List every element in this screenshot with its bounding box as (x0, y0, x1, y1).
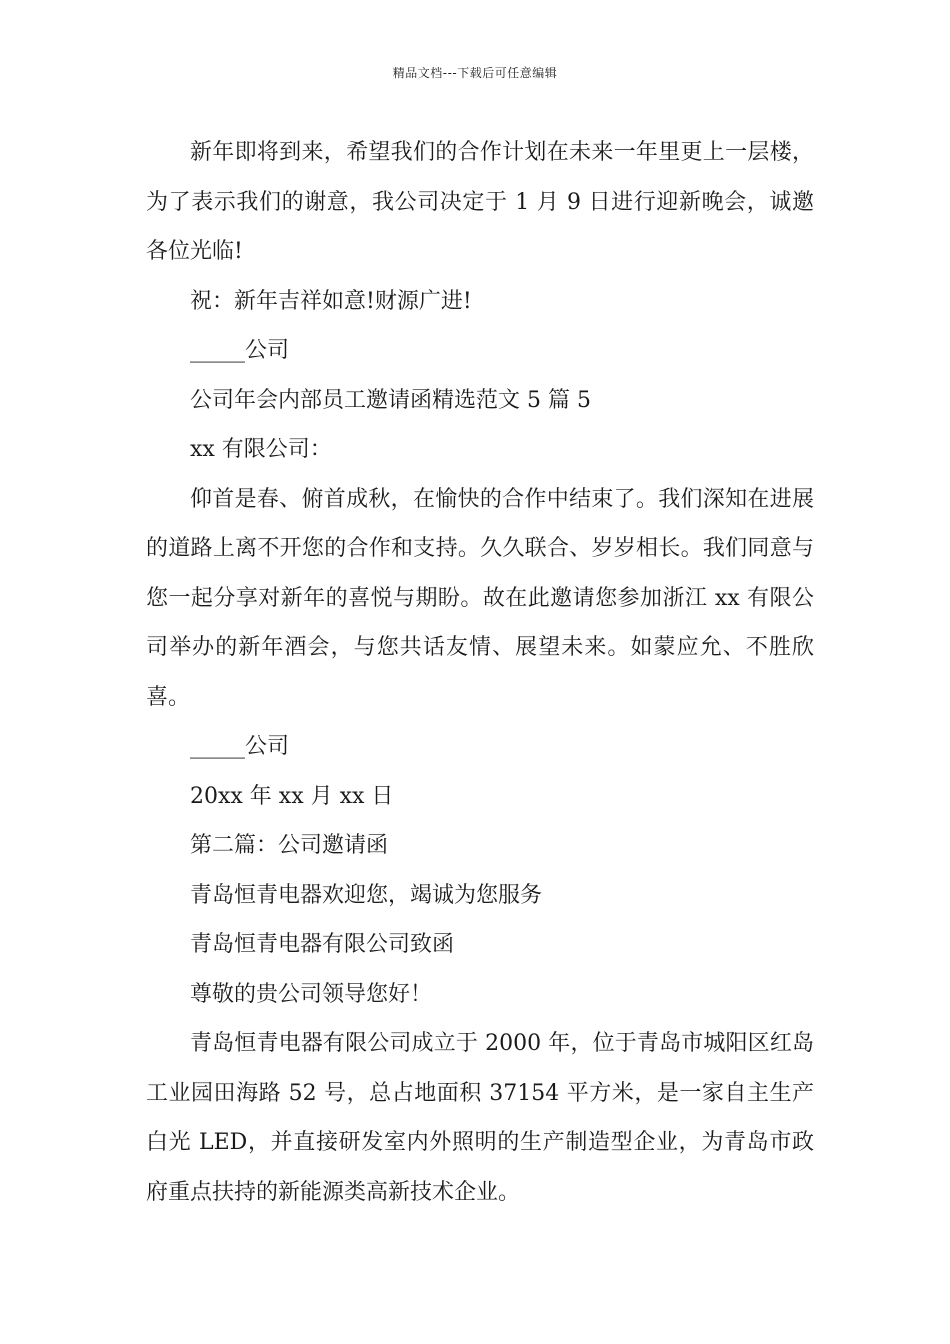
paragraph-chapter-title: 第二篇：公司邀请函 (190, 833, 389, 858)
paragraph-signature: _____公司 (190, 338, 290, 363)
paragraph-date: 20xx 年 xx 月 xx 日 (190, 783, 394, 809)
paragraph-letter-from: 青岛恒青电器有限公司致函 (190, 932, 455, 957)
paragraph-company-intro: 青岛恒青电器有限公司成立于 2000 年，位于青岛市城阳区红岛工业园田海路 52 号，总占地面积 37154 平方米，是一家自主生产白光 LED，并直接研发室内外照明的生产制造型企业，为青岛市政府重点扶持的新能源类高新技术企业。 (146, 1031, 814, 1205)
paragraph-greeting: 祝：新年吉祥如意!财源广进! (190, 288, 472, 314)
paragraph-new-year-invite: 新年即将到来，希望我们的合作计划在未来一年里更上一层楼，为了表示我们的谢意，我公司决定于 1 月 9 日进行迎新晚会，诚邀各位光临! (146, 140, 814, 264)
paragraph-body: 仰首是春、俯首成秋，在愉快的合作中结束了。我们深知在进展的道路上离不开您的合作和支持。久久联合、岁岁相长。我们同意与您一起分享对新年的喜悦与期盼。故在此邀请您参加浙江 xx 有限公司举办的新年酒会，与您共话友情、展望未来。如蒙应允、不胜欣喜。 (146, 486, 814, 710)
page-header: 精品文档---下载后可任意编辑 (392, 66, 558, 80)
paragraph-salutation: xx 有限公司： (190, 437, 332, 462)
paragraph-salutation: 尊敬的贵公司领导您好！ (190, 981, 433, 1007)
paragraph-welcome: 青岛恒青电器欢迎您，竭诚为您服务 (190, 882, 543, 908)
document-body (146, 128, 814, 1217)
paragraph-signature: _____公司 (190, 734, 290, 759)
paragraph-section-title: 公司年会内部员工邀请函精选范文 5 篇 5 (190, 387, 591, 413)
